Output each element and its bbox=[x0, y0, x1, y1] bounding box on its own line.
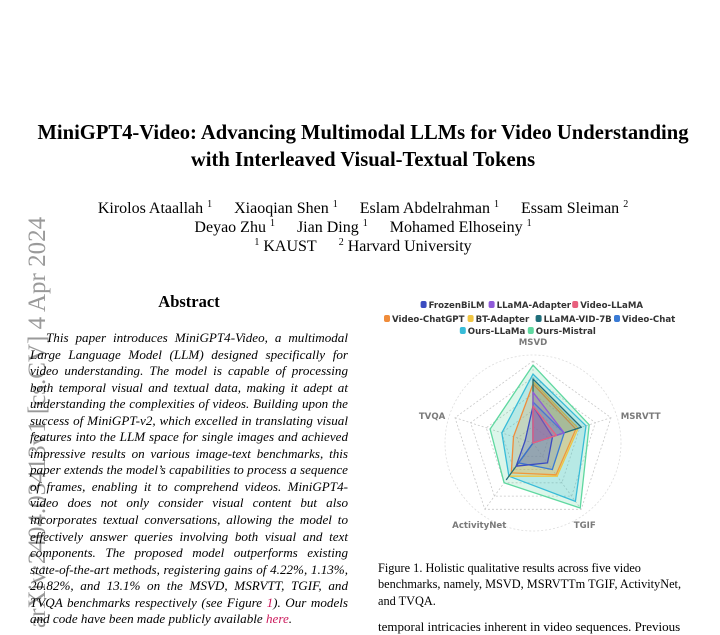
author-name: Xiaoqian Shen bbox=[234, 200, 329, 217]
legend-swatch bbox=[572, 301, 578, 308]
author-name: Jian Ding bbox=[296, 219, 359, 236]
author-name: Mohamed Elhoseiny bbox=[389, 219, 523, 236]
radar-chart bbox=[378, 296, 708, 546]
paper-title: MiniGPT4-Video: Advancing Multimodal LLMs for Video Understanding with Interleaved Visual-Textual Tokens bbox=[37, 122, 689, 171]
legend-swatch bbox=[614, 315, 620, 322]
legend-label: LLaMA-Adapter bbox=[496, 301, 572, 311]
figure-reference-link[interactable]: 1 bbox=[266, 594, 274, 610]
author-line-2 bbox=[20, 218, 706, 237]
abstract-text-end: . bbox=[288, 611, 293, 627]
author-affiliation: 1 bbox=[332, 199, 338, 210]
author-block bbox=[20, 199, 706, 256]
legend-swatch bbox=[489, 301, 495, 308]
author-affiliation: 1 bbox=[362, 218, 368, 229]
axis-label: TVQA bbox=[418, 411, 446, 422]
author-affiliation: 1 bbox=[493, 199, 499, 210]
author-name: Kirolos Ataallah bbox=[97, 200, 204, 217]
legend-swatch bbox=[536, 315, 542, 322]
abstract-heading: Abstract bbox=[158, 292, 220, 311]
axis-label: ActivityNet bbox=[452, 521, 507, 532]
affiliation-name: KAUST bbox=[263, 238, 317, 255]
author-affiliation: 1 bbox=[269, 218, 275, 229]
legend-swatch bbox=[460, 327, 466, 334]
author-affiliation: 2 bbox=[623, 199, 629, 210]
author-affiliation: 1 bbox=[526, 218, 532, 229]
body-text-continuation: temporal intricacies inherent in video sequences. Previous bbox=[378, 619, 681, 634]
arxiv-id: arXiv:2404.03413v1 [cs.CV] 4 Apr 2024 bbox=[24, 216, 51, 628]
author-name: Essam Sleiman bbox=[520, 200, 620, 217]
legend-label: Video-LLaMA bbox=[580, 301, 644, 311]
figure-caption: Figure 1. Holistic qualitative results across five video benchmarks, namely, MSVD, MSRVTTm TGIF, ActivityNet, and TVQA. bbox=[378, 561, 682, 608]
legend-swatch bbox=[528, 327, 534, 334]
author-name: Eslam Abdelrahman bbox=[359, 200, 490, 217]
abstract-text: This paper introduces MiniGPT4-Video, a multimodal Large Language Model (LLM) designed specifically for video understanding. The model is capable of processing both temporal visual and textual data, making it adept at understanding the complexities of videos. Building upon the success of MiniGPT-v2, which excelled in translating visual features into the LLM space for single images and achieved impressive results on various image-text benchmarks, this paper extends the model’s capabilities to process a sequence of frames, enabling it to comprehend videos. MiniGPT4-video does not only consider visual content but also incorporates textual conversations, allowing the model to effectively answer queries involving both visual and text components. The proposed model outperforms existing state-of-the-art methods, registering gains of 4.22%, 1.13%, 20.82%, and 13.1% on the MSVD, MSRVTT, TGIF, and TVQA benchmarks respectively (see Figure bbox=[30, 330, 348, 610]
legend-label: Ours-LLaMa bbox=[467, 327, 526, 337]
legend-label: FrozenBiLM bbox=[428, 301, 485, 311]
figure-1 bbox=[378, 296, 708, 546]
abstract-text-continued: ). Our models and code have been made publicly available bbox=[30, 594, 348, 627]
author-name: Deyao Zhu bbox=[194, 219, 266, 236]
affiliation-number: 1 bbox=[254, 237, 260, 248]
legend-swatch bbox=[421, 301, 427, 308]
legend-label: BT-Adapter bbox=[475, 315, 530, 325]
axis-label: TGIF bbox=[573, 521, 596, 532]
code-link[interactable]: here bbox=[265, 611, 289, 627]
legend-swatch bbox=[468, 315, 474, 322]
affiliation-line bbox=[20, 237, 706, 256]
arxiv-stamp bbox=[0, 216, 51, 628]
axis-label: MSRVTT bbox=[620, 411, 661, 422]
affiliation-number: 2 bbox=[338, 237, 344, 248]
author-affiliation: 1 bbox=[207, 199, 213, 210]
author-line-1 bbox=[20, 199, 706, 218]
legend-swatch bbox=[384, 315, 390, 322]
abstract-body bbox=[30, 330, 348, 628]
legend-label: Video-Chat bbox=[622, 315, 676, 325]
legend-label: Video-ChatGPT bbox=[392, 315, 465, 325]
legend-label: LLaMA-VID-7B bbox=[543, 315, 612, 325]
affiliation-name: Harvard University bbox=[347, 238, 472, 255]
axis-label: MSVD bbox=[518, 338, 548, 348]
legend-label: Ours-Mistral bbox=[535, 327, 596, 337]
